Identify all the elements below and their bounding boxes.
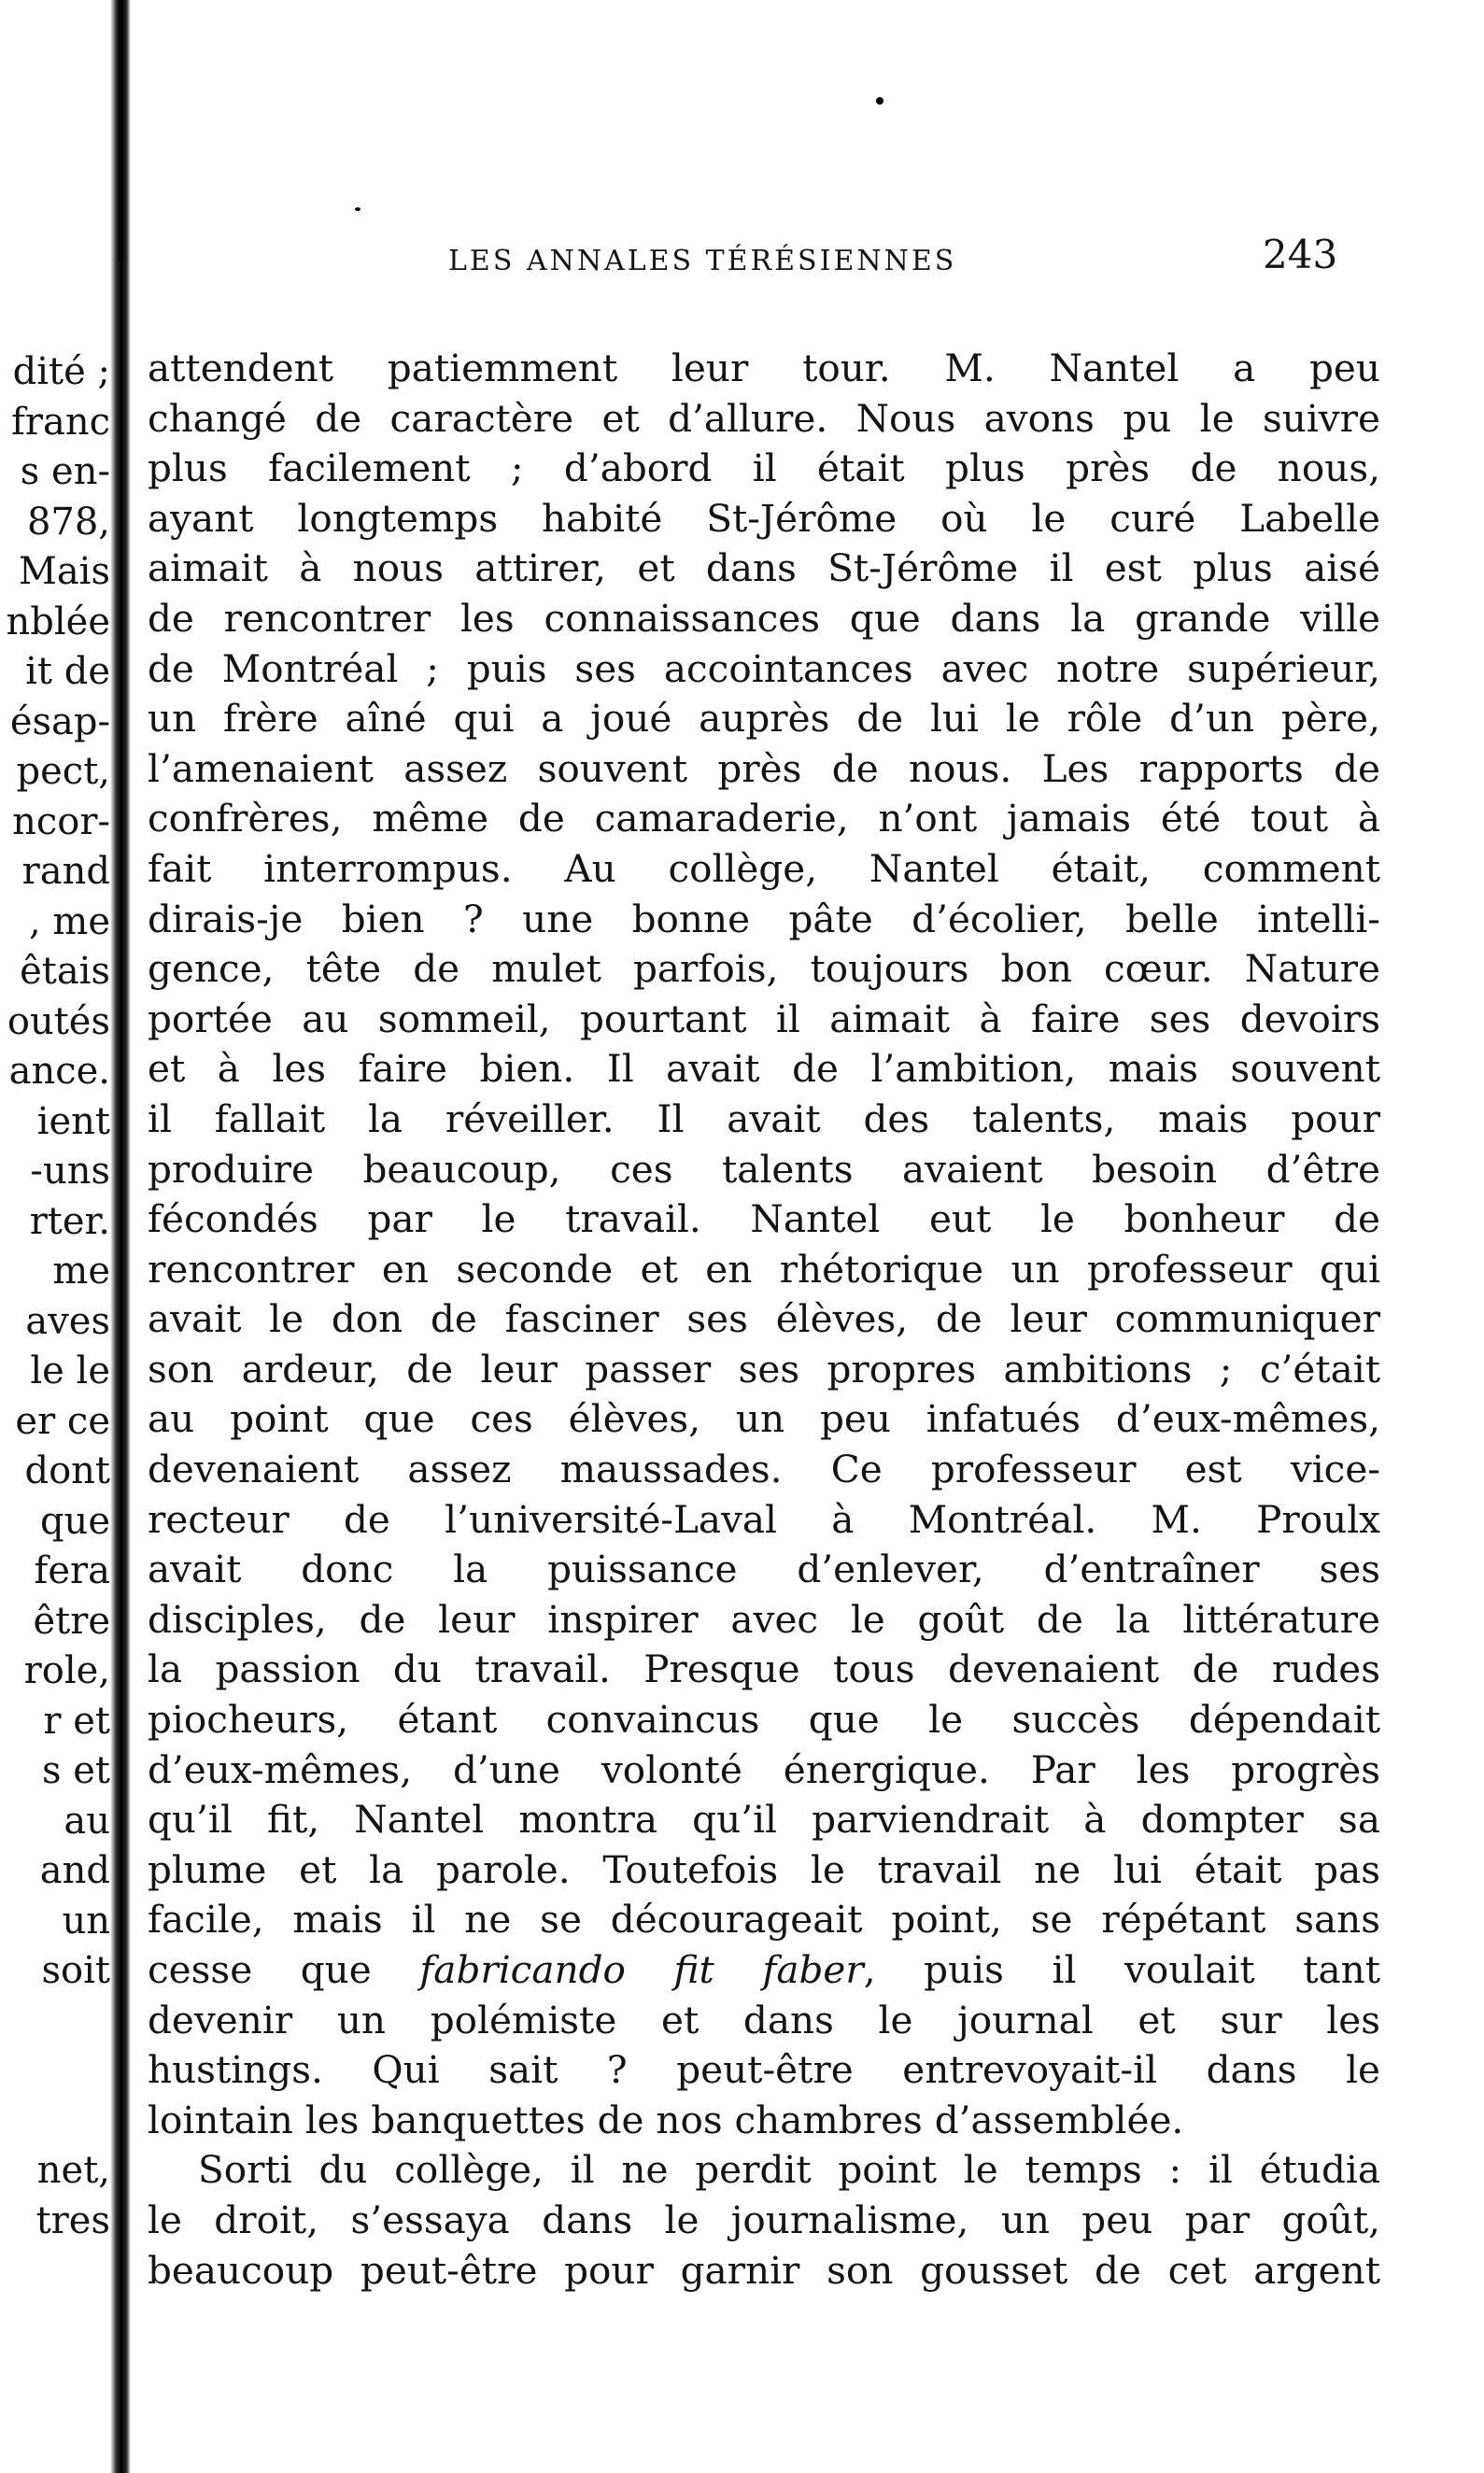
left-fragment-line: fera (34, 1549, 110, 1592)
text-line: Sorti du collège, il ne perdit point le temps : il étudia (198, 2147, 1380, 2193)
binding-gutter (110, 0, 131, 2473)
left-fragment-line (0, 2097, 110, 2147)
left-fragment-line: nblée (6, 600, 110, 643)
text-line: dirais-je bien ? une bonne pâte d’écolier, belle intelli- (148, 896, 1380, 941)
left-fragment-line: and (39, 1849, 110, 1892)
ink-speck (876, 97, 883, 105)
gutter-shadow (118, 0, 123, 261)
text-line: beaucoup peut-être pour garnir son gousset de cet argent (148, 2247, 1380, 2293)
left-fragment-line (0, 2046, 110, 2097)
left-fragment-line: dont (24, 1449, 110, 1492)
left-fragment-line: s et (42, 1749, 110, 1792)
left-fragment-line: aves (25, 1299, 110, 1343)
left-fragment-line: net, (36, 2149, 110, 2192)
text-line: la passion du travail. Presque tous devenaient de rudes (148, 1646, 1380, 1692)
text-line: de Montréal ; puis ses accointances avec notre supérieur, (148, 645, 1380, 691)
left-fragment-line: rand (21, 850, 110, 893)
text-line: au point que ces élèves, un peu infatués d’eux-mêmes, (148, 1396, 1380, 1442)
left-fragment-line: r et (43, 1699, 110, 1743)
text-line: avait donc la puissance d’enlever, d’entraîner ses (148, 1547, 1380, 1592)
left-fragment-line: ient (36, 1099, 110, 1143)
left-fragment-line: franc (11, 400, 110, 444)
text-line: un frère aîné qui a joué auprès de lui le rôle d’un père, (148, 696, 1380, 742)
text-line: facile, mais il ne se décourageait point, se répétant sans (148, 1897, 1380, 1943)
text-line: recteur de l’université-Laval à Montréal. M. Proulx (148, 1496, 1380, 1542)
text-line: lointain les banquettes de nos chambres d’assemblée. (148, 2097, 1184, 2142)
left-fragment-line: , me (28, 899, 110, 943)
left-fragment-line: tres (35, 2198, 110, 2242)
left-fragment-line: er ce (15, 1399, 110, 1443)
text-line: piocheurs, étant convaincus que le succès dépendait (148, 1697, 1380, 1743)
left-fragment-line: role, (23, 1649, 110, 1692)
left-fragment-line: me (52, 1250, 110, 1293)
text-line: changé de caractère et d’allure. Nous avons pu le suivre (148, 395, 1380, 441)
left-fragment-line: outés (7, 999, 110, 1043)
text-line: portée au sommeil, pourtant il aimait à faire ses devoirs (148, 996, 1380, 1041)
text-run: , puis il voulait tant (863, 1947, 1380, 1992)
left-fragment-line: ésap- (9, 700, 110, 743)
left-fragment-line: Mais (18, 550, 110, 593)
left-fragment-line: -uns (30, 1150, 110, 1193)
text-line: aimait à nous attirer, et dans St-Jérôme il est plus aisé (148, 545, 1380, 591)
text-line: rencontrer en seconde et en rhétorique un professeur qui (148, 1246, 1380, 1292)
left-fragment-line: soit (41, 1949, 110, 1992)
text-line: d’eux-mêmes, d’une volonté énergique. Par les progrès (148, 1746, 1380, 1792)
text-line (148, 1945, 1380, 1996)
text-line: son ardeur, de leur passer ses propres ambitions ; c’était (148, 1346, 1380, 1392)
text-line: plus facilement ; d’abord il était plus près de nous, (148, 445, 1380, 491)
left-fragment-line: ncor- (12, 799, 110, 843)
text-line: l’amenaient assez souvent près de nous. Les rapports de (148, 745, 1380, 791)
left-fragment-line: ance. (8, 1050, 110, 1093)
left-fragment-line: au (64, 1799, 110, 1843)
running-head: LES ANNALES TÉRÉSIENNES (448, 245, 957, 277)
left-fragment-line: que (39, 1499, 110, 1543)
left-fragment-line: pect, (16, 750, 110, 793)
text-line: confrères, même de camaraderie, n’ont jamais été tout à (148, 796, 1380, 841)
text-line: devenir un polémiste et dans le journal et sur les (148, 1997, 1380, 2042)
left-fragment-line: rter. (29, 1199, 110, 1243)
text-line: gence, tête de mulet parfois, toujours bon cœur. Nature (148, 946, 1380, 992)
text-line: disciples, de leur inspirer avec le goût de la littérature (148, 1596, 1380, 1642)
text-line: hustings. Qui sait ? peut-être entrevoyait-il dans le (148, 2047, 1380, 2093)
text-line: le droit, s’essaya dans le journalisme, un peu par goût, (148, 2197, 1380, 2242)
text-line: fait interrompus. Au collège, Nantel était, comment (148, 845, 1380, 891)
left-fragment-line (0, 1997, 110, 2047)
text-line: il fallait la réveiller. Il avait des talents, mais pour (148, 1095, 1380, 1141)
page-number: 243 (1263, 232, 1338, 277)
latin-phrase: fabricando fit faber (419, 1947, 864, 1992)
text-line: plume et la parole. Toutefois le travail ne lui était pas (148, 1846, 1380, 1892)
text-line: avait le don de fasciner ses élèves, de leur communiquer (148, 1296, 1380, 1342)
text-line: fécondés par le travail. Nantel eut le bonheur de (148, 1196, 1380, 1242)
left-fragment-line: 878, (26, 500, 110, 544)
text-line: de rencontrer les connaissances que dans la grande ville (148, 595, 1380, 641)
left-fragment-line: être (33, 1599, 110, 1643)
left-fragment-line: s en- (20, 450, 110, 493)
left-fragment-line: it de (25, 650, 110, 693)
left-fragment-line: le le (30, 1350, 110, 1392)
text-line: attendent patiemment leur tour. M. Nantel a peu (148, 346, 1380, 390)
left-page-fragments (0, 347, 110, 2246)
text-run: cesse que (148, 1947, 420, 1992)
text-line: devenaient assez maussades. Ce professeur est vice- (148, 1447, 1380, 1492)
ink-speck (355, 207, 360, 211)
text-line: ayant longtemps habité St-Jérôme où le curé Labelle (148, 495, 1380, 541)
text-line: qu’il fit, Nantel montra qu’il parviendrait à dompter sa (148, 1797, 1380, 1843)
text-line: et à les faire bien. Il avait de l’ambition, mais souvent (148, 1046, 1380, 1092)
left-fragment-line: dité ; (12, 350, 110, 393)
left-fragment-line: êtais (20, 950, 110, 993)
text-line: produire beaucoup, ces talents avaient besoin d’être (148, 1146, 1380, 1192)
body-text (148, 344, 1380, 2296)
left-fragment-line: un (62, 1899, 110, 1943)
